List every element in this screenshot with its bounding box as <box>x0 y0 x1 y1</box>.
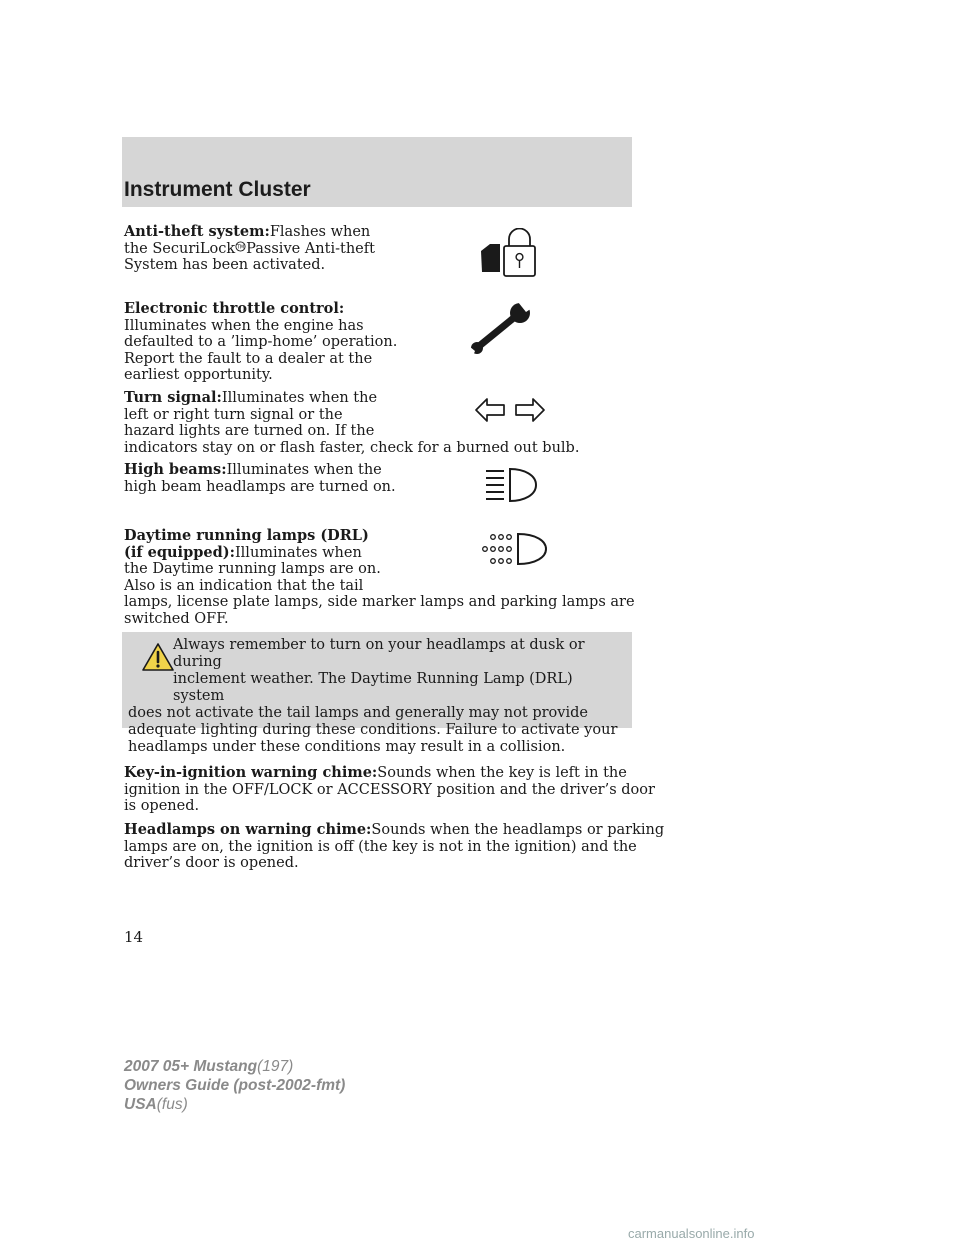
headlamp-chime-label: Headlamps on warning chime: <box>124 821 372 838</box>
high-beam-icon <box>484 466 540 508</box>
anti-theft-text: Anti-theft system:Flashes when the SecuriLock TM Passive Anti-theft System has been activated. <box>124 223 375 274</box>
key-chime-text: Key-in-ignition warning chime:Sounds when the key is left in the ignition in the OFF/LOCK or ACCESSORY position and the driver’s door is opened. <box>124 764 655 815</box>
svg-text:TM: TM <box>236 243 245 250</box>
wrench-icon <box>470 300 536 358</box>
high-beams-label: High beams: <box>124 461 227 478</box>
throttle-label: Electronic throttle control: <box>124 300 345 317</box>
key-chime-label: Key-in-ignition warning chime: <box>124 764 378 781</box>
car-lock-icon <box>478 228 540 282</box>
page-number: 14 <box>124 928 144 946</box>
throttle-text: Electronic throttle control: Illuminates when the engine has defaulted to a ’limp-home’ operation. Report the fault to a dealer at the earliest opportunity. <box>124 300 398 384</box>
footer: 2007 05+ Mustang(197) Owners Guide (post-2002-fmt) USA(fus) <box>124 1058 346 1113</box>
turn-arrows-icon <box>474 396 546 430</box>
drl-icon <box>480 530 550 574</box>
headlamp-chime-text: Headlamps on warning chime:Sounds when the headlamps or parking lamps are on, the ignition is off (the key is not in the ignition) and the driver’s door is opened. <box>124 821 665 872</box>
turn-signal-label: Turn signal: <box>124 389 222 406</box>
turn-signal-text: Turn signal:Illuminates when the left or right turn signal or the hazard lights are turned on. If the indicators stay on or flash faster, check for a burned out bulb. <box>124 389 580 456</box>
drl-text: Daytime running lamps (DRL) (if equipped):Illuminates when the Daytime running lamps are on. Also is an indication that the tail lamps, license plate lamps, side marker lamps and parking lamps are switched OFF. <box>124 527 635 627</box>
trademark-icon <box>235 241 246 257</box>
high-beams-text: High beams:Illuminates when the high beam headlamps are turned on. <box>124 461 396 495</box>
page-title: Instrument Cluster <box>124 178 311 201</box>
warning-text: Always remember to turn on your headlamps at dusk or during inclement weather. The Daytime Running Lamp (DRL) system does not activate the tail lamps and generally may not provide adequate lighting during these conditions. Failure to activate your headlamps under these conditions may result in a collision. <box>128 637 618 755</box>
anti-theft-label: Anti-theft system: <box>124 223 270 240</box>
watermark: carmanualsonline.info <box>628 1226 755 1241</box>
drl-label: Daytime running lamps (DRL) <box>124 527 369 544</box>
